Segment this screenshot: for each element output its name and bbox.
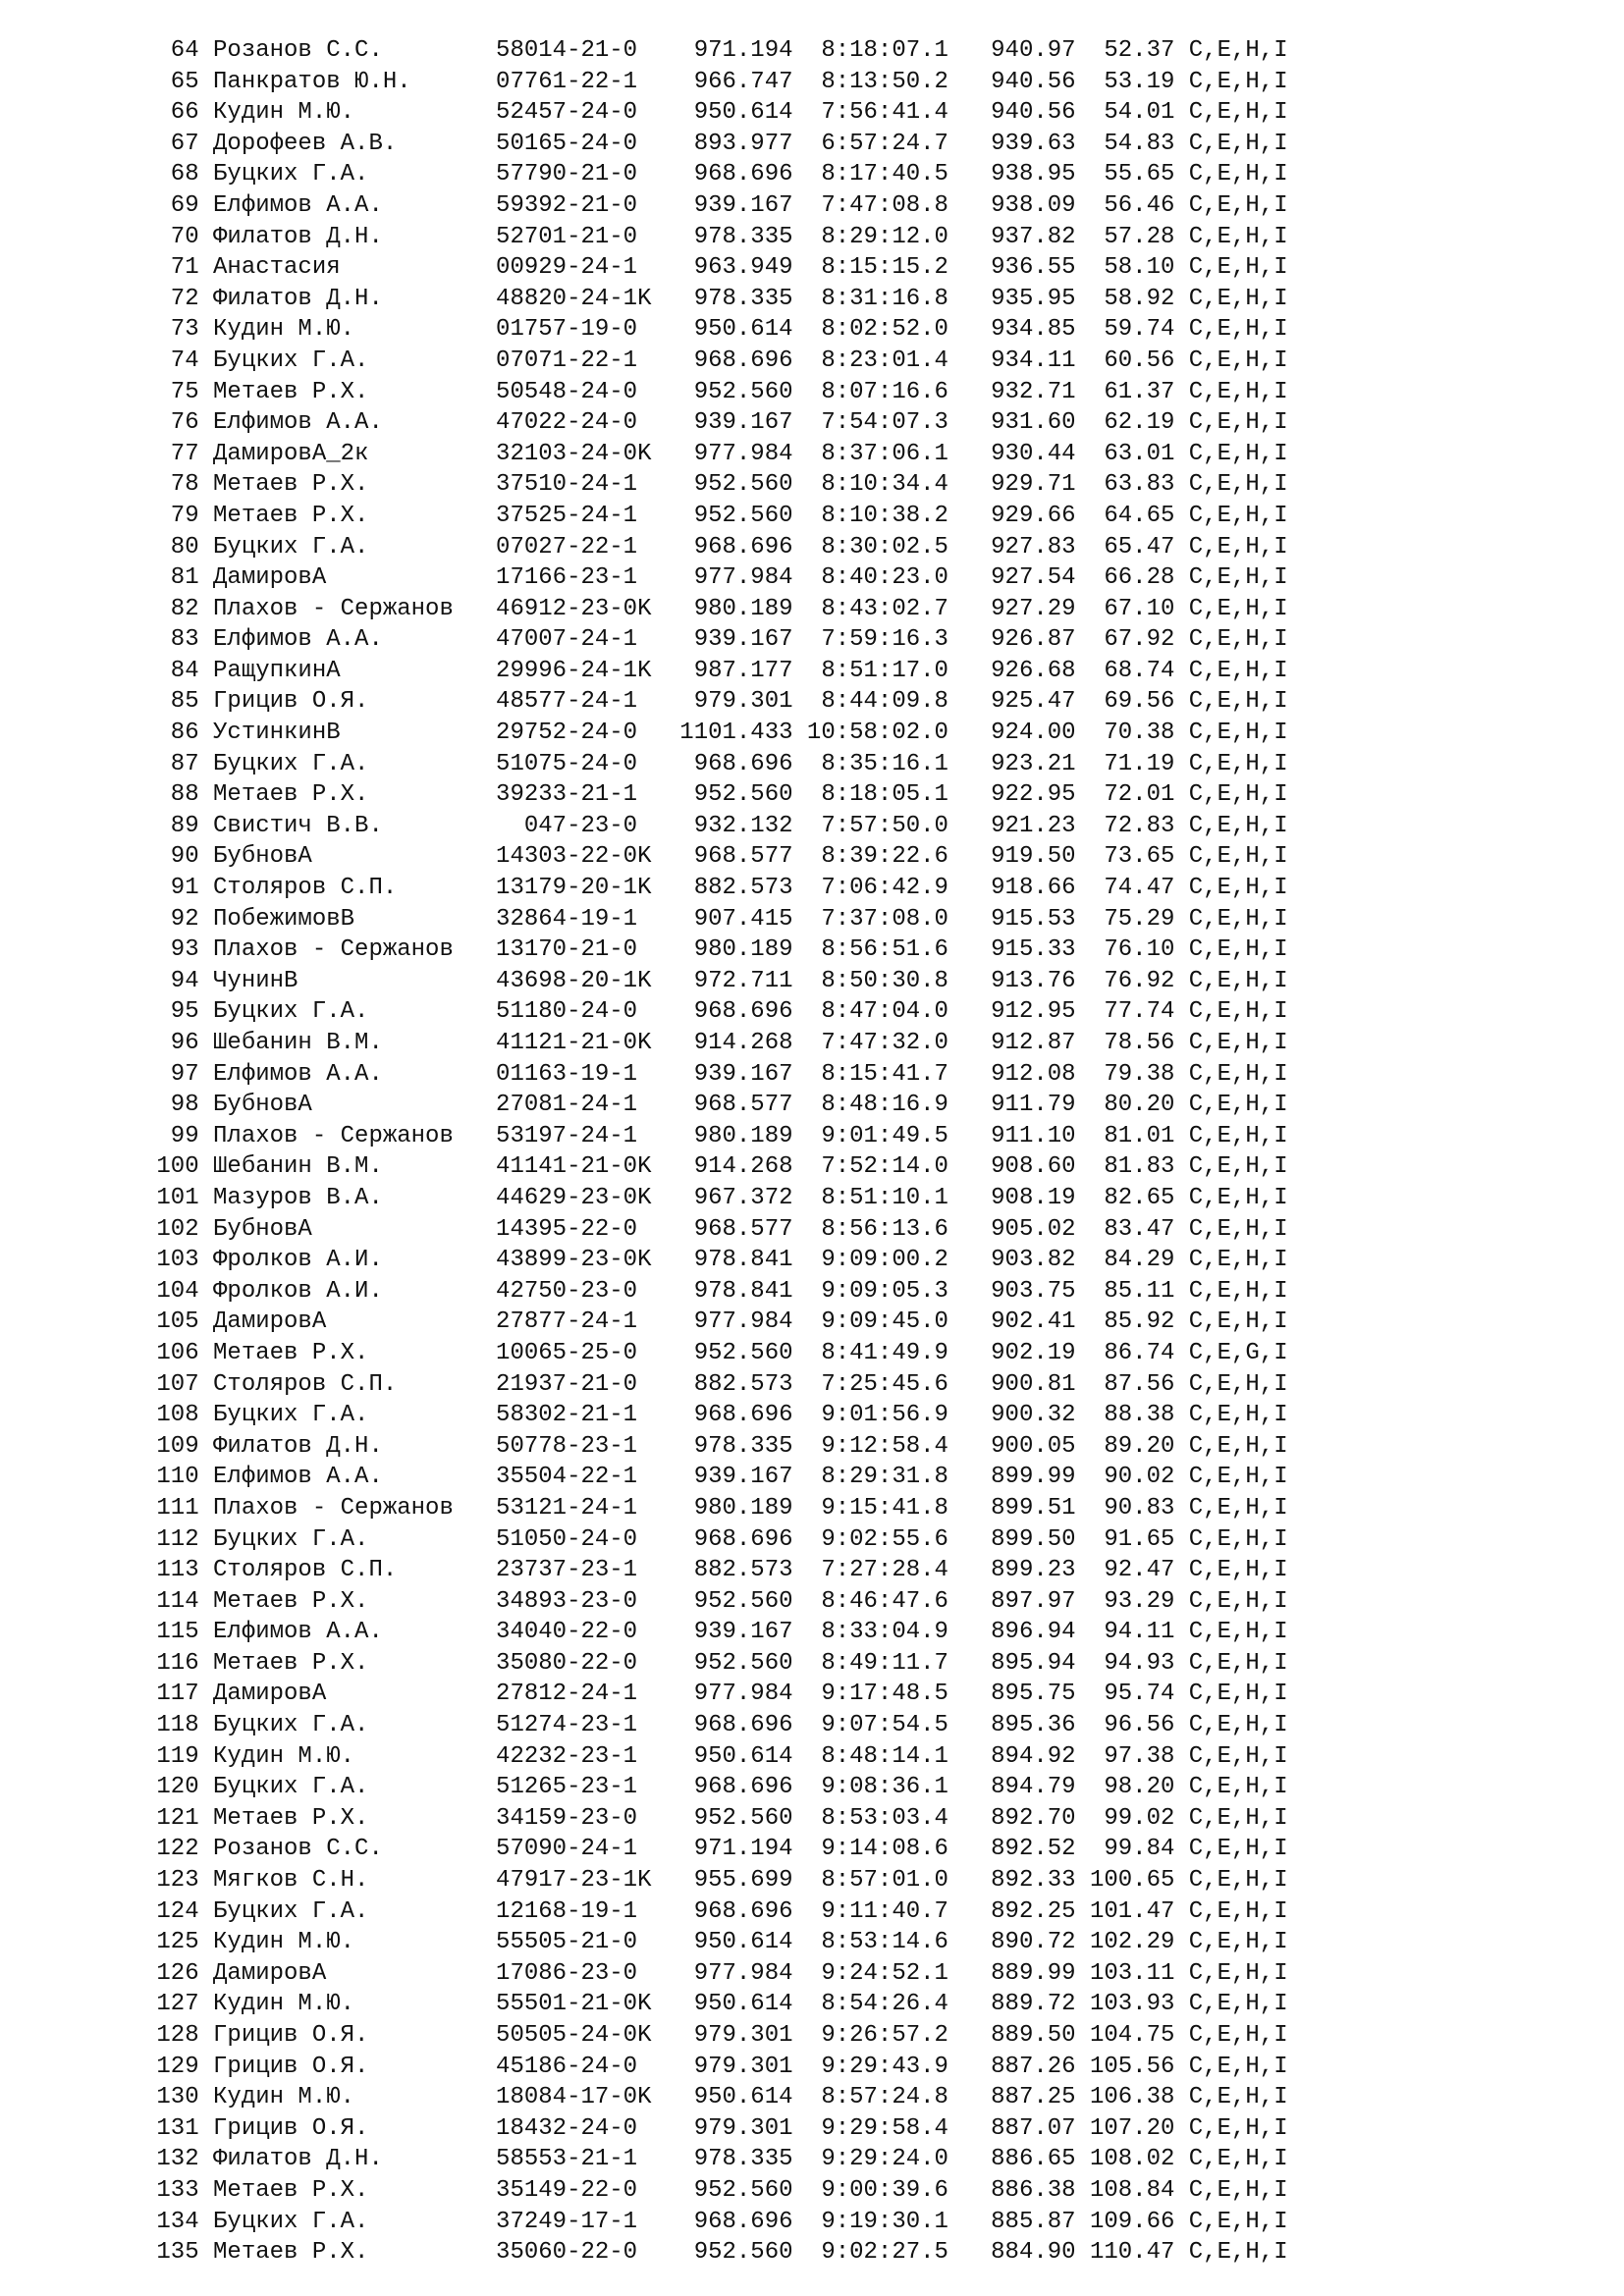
result-row: 116 Метаев Р.Х. 35080-22-0 952.560 8:49:11.7 895.94 94.93 C,E,H,I [142, 1649, 1288, 1677]
result-row: 80 Буцких Г.А. 07027-22-1 968.696 8:30:02.5 927.83 65.47 C,E,H,I [142, 533, 1288, 561]
result-row: 69 Елфимов А.А. 59392-21-0 939.167 7:47:08.8 938.09 56.46 C,E,H,I [142, 191, 1288, 219]
result-row: 91 Столяров С.П. 13179-20-1K 882.573 7:06:42.9 918.66 74.47 C,E,H,I [142, 875, 1288, 902]
result-row: 84 РащупкинА 29996-24-1K 987.177 8:51:17.0 926.68 68.74 C,E,H,I [142, 657, 1288, 684]
result-row: 70 Филатов Д.Н. 52701-21-0 978.335 8:29:12.0 937.82 57.28 C,E,H,I [142, 223, 1288, 250]
result-row: 89 Свистич В.В. 047-23-0 932.132 7:57:50.0 921.23 72.83 C,E,H,I [142, 812, 1288, 839]
result-row: 71 Анастасия 00929-24-1 963.949 8:15:15.2 936.55 58.10 C,E,H,I [142, 254, 1288, 282]
result-row: 86 УстинкинВ 29752-24-0 1101.433 10:58:02.0 924.00 70.38 C,E,H,I [142, 720, 1288, 747]
result-row: 72 Филатов Д.Н. 48820-24-1K 978.335 8:31:16.8 935.95 58.92 C,E,H,I [142, 285, 1288, 312]
result-row: 83 Елфимов А.А. 47007-24-1 939.167 7:59:16.3 926.87 67.92 C,E,H,I [142, 626, 1288, 654]
result-row: 126 ДамировА 17086-23-0 977.984 9:24:52.1 889.99 103.11 C,E,H,I [142, 1959, 1288, 1987]
result-row: 106 Метаев Р.Х. 10065-25-0 952.560 8:41:49.9 902.19 86.74 C,E,G,I [142, 1339, 1288, 1366]
result-row: 66 Кудин М.Ю. 52457-24-0 950.614 7:56:41.4 940.56 54.01 C,E,H,I [142, 99, 1288, 127]
result-row: 134 Буцких Г.А. 37249-17-1 968.696 9:19:30.1 885.87 109.66 C,E,H,I [142, 2208, 1288, 2235]
result-row: 117 ДамировА 27812-24-1 977.984 9:17:48.5 895.75 95.74 C,E,H,I [142, 1681, 1288, 1708]
result-row: 87 Буцких Г.А. 51075-24-0 968.696 8:35:16.1 923.21 71.19 C,E,H,I [142, 750, 1288, 777]
result-row: 130 Кудин М.Ю. 18084-17-0K 950.614 8:57:24.8 887.25 106.38 C,E,H,I [142, 2084, 1288, 2111]
result-row: 96 Шебанин В.М. 41121-21-0K 914.268 7:47:32.0 912.87 78.56 C,E,H,I [142, 1030, 1288, 1056]
result-row: 101 Мазуров В.А. 44629-23-0K 967.372 8:51:10.1 908.19 82.65 C,E,H,I [142, 1184, 1288, 1211]
result-row: 114 Метаев Р.Х. 34893-23-0 952.560 8:46:47.6 897.97 93.29 C,E,H,I [142, 1587, 1288, 1615]
result-row: 129 Грицив О.Я. 45186-24-0 979.301 9:29:43.9 887.26 105.56 C,E,H,I [142, 2053, 1288, 2080]
result-row: 67 Дорофеев А.В. 50165-24-0 893.977 6:57:24.7 939.63 54.83 C,E,H,I [142, 130, 1288, 157]
result-row: 118 Буцких Г.А. 51274-23-1 968.696 9:07:54.5 895.36 96.56 C,E,H,I [142, 1712, 1288, 1739]
result-row: 128 Грицив О.Я. 50505-24-0K 979.301 9:26:57.2 889.50 104.75 C,E,H,I [142, 2022, 1288, 2049]
result-row: 65 Панкратов Ю.Н. 07761-22-1 966.747 8:13:50.2 940.56 53.19 C,E,H,I [142, 68, 1288, 95]
results-table [142, 35, 1288, 2269]
result-row: 115 Елфимов А.А. 34040-22-0 939.167 8:33:04.9 896.94 94.11 C,E,H,I [142, 1619, 1288, 1646]
result-row: 119 Кудин М.Ю. 42232-23-1 950.614 8:48:14.1 894.92 97.38 C,E,H,I [142, 1742, 1288, 1770]
result-row: 108 Буцких Г.А. 58302-21-1 968.696 9:01:56.9 900.32 88.38 C,E,H,I [142, 1402, 1288, 1429]
result-row: 92 ПобежимовВ 32864-19-1 907.415 7:37:08.0 915.53 75.29 C,E,H,I [142, 905, 1288, 933]
result-row: 121 Метаев Р.Х. 34159-23-0 952.560 8:53:03.4 892.70 99.02 C,E,H,I [142, 1804, 1288, 1832]
result-row: 78 Метаев Р.Х. 37510-24-1 952.560 8:10:34.4 929.71 63.83 C,E,H,I [142, 471, 1288, 499]
result-row: 132 Филатов Д.Н. 58553-21-1 978.335 9:29:24.0 886.65 108.02 C,E,H,I [142, 2146, 1288, 2173]
result-row: 133 Метаев Р.Х. 35149-22-0 952.560 9:00:39.6 886.38 108.84 C,E,H,I [142, 2176, 1288, 2204]
result-row: 90 БубновА 14303-22-0K 968.577 8:39:22.6 919.50 73.65 C,E,H,I [142, 843, 1288, 871]
result-row: 74 Буцких Г.А. 07071-22-1 968.696 8:23:01.4 934.11 60.56 C,E,H,I [142, 347, 1288, 374]
result-row: 97 Елфимов А.А. 01163-19-1 939.167 8:15:41.7 912.08 79.38 C,E,H,I [142, 1060, 1288, 1088]
result-row: 105 ДамировА 27877-24-1 977.984 9:09:45.0 902.41 85.92 C,E,H,I [142, 1308, 1288, 1336]
result-row: 79 Метаев Р.Х. 37525-24-1 952.560 8:10:38.2 929.66 64.65 C,E,H,I [142, 502, 1288, 529]
result-row: 113 Столяров С.П. 23737-23-1 882.573 7:27:28.4 899.23 92.47 C,E,H,I [142, 1557, 1288, 1584]
result-row: 77 ДамировА_2к 32103-24-0K 977.984 8:37:06.1 930.44 63.01 C,E,H,I [142, 440, 1288, 467]
result-row: 85 Грицив О.Я. 48577-24-1 979.301 8:44:09.8 925.47 69.56 C,E,H,I [142, 688, 1288, 716]
result-row: 111 Плахов - Сержанов 53121-24-1 980.189 9:15:41.8 899.51 90.83 C,E,H,I [142, 1494, 1288, 1522]
result-row: 107 Столяров С.П. 21937-21-0 882.573 7:25:45.6 900.81 87.56 C,E,H,I [142, 1370, 1288, 1398]
result-row: 82 Плахов - Сержанов 46912-23-0K 980.189 8:43:02.7 927.29 67.10 C,E,H,I [142, 595, 1288, 622]
result-row: 68 Буцких Г.А. 57790-21-0 968.696 8:17:40.5 938.95 55.65 C,E,H,I [142, 161, 1288, 188]
result-row: 131 Грицив О.Я. 18432-24-0 979.301 9:29:58.4 887.07 107.20 C,E,H,I [142, 2114, 1288, 2142]
result-row: 125 Кудин М.Ю. 55505-21-0 950.614 8:53:14.6 890.72 102.29 C,E,H,I [142, 1929, 1288, 1956]
result-row: 135 Метаев Р.Х. 35060-22-0 952.560 9:02:27.5 884.90 110.47 C,E,H,I [142, 2239, 1288, 2267]
result-row: 112 Буцких Г.А. 51050-24-0 968.696 9:02:55.6 899.50 91.65 C,E,H,I [142, 1525, 1288, 1553]
result-row: 64 Розанов С.С. 58014-21-0 971.194 8:18:07.1 940.97 52.37 C,E,H,I [142, 37, 1288, 64]
result-row: 99 Плахов - Сержанов 53197-24-1 980.189 9:01:49.5 911.10 81.01 C,E,H,I [142, 1122, 1288, 1149]
result-row: 75 Метаев Р.Х. 50548-24-0 952.560 8:07:16.6 932.71 61.37 C,E,H,I [142, 378, 1288, 405]
result-row: 73 Кудин М.Ю. 01757-19-0 950.614 8:02:52.0 934.85 59.74 C,E,H,I [142, 316, 1288, 344]
result-row: 124 Буцких Г.А. 12168-19-1 968.696 9:11:40.7 892.25 101.47 C,E,H,I [142, 1897, 1288, 1925]
result-row: 103 Фролков А.И. 43899-23-0K 978.841 9:09:00.2 903.82 84.29 C,E,H,I [142, 1247, 1288, 1274]
result-row: 120 Буцких Г.А. 51265-23-1 968.696 9:08:36.1 894.79 98.20 C,E,H,I [142, 1774, 1288, 1801]
result-row: 81 ДамировА 17166-23-1 977.984 8:40:23.0 927.54 66.28 C,E,H,I [142, 564, 1288, 592]
result-row: 95 Буцких Г.А. 51180-24-0 968.696 8:47:04.0 912.95 77.74 C,E,H,I [142, 998, 1288, 1026]
result-row: 110 Елфимов А.А. 35504-22-1 939.167 8:29:31.8 899.99 90.02 C,E,H,I [142, 1464, 1288, 1491]
result-row: 98 БубновА 27081-24-1 968.577 8:48:16.9 911.79 80.20 C,E,H,I [142, 1092, 1288, 1119]
result-row: 122 Розанов С.С. 57090-24-1 971.194 9:14:08.6 892.52 99.84 C,E,H,I [142, 1836, 1288, 1863]
result-row: 93 Плахов - Сержанов 13170-21-0 980.189 8:56:51.6 915.33 76.10 C,E,H,I [142, 936, 1288, 964]
result-row: 123 Мягков С.Н. 47917-23-1K 955.699 8:57:01.0 892.33 100.65 C,E,H,I [142, 1867, 1288, 1895]
result-row: 127 Кудин М.Ю. 55501-21-0K 950.614 8:54:26.4 889.72 103.93 C,E,H,I [142, 1991, 1288, 2018]
result-row: 109 Филатов Д.Н. 50778-23-1 978.335 9:12:58.4 900.05 89.20 C,E,H,I [142, 1432, 1288, 1460]
result-row: 104 Фролков А.И. 42750-23-0 978.841 9:09:05.3 903.75 85.11 C,E,H,I [142, 1277, 1288, 1305]
result-row: 102 БубновА 14395-22-0 968.577 8:56:13.6 905.02 83.47 C,E,H,I [142, 1215, 1288, 1243]
result-row: 100 Шебанин В.М. 41141-21-0K 914.268 7:52:14.0 908.60 81.83 C,E,H,I [142, 1153, 1288, 1181]
result-row: 94 ЧунинВ 43698-20-1K 972.711 8:50:30.8 913.76 76.92 C,E,H,I [142, 967, 1288, 994]
result-row: 88 Метаев Р.Х. 39233-21-1 952.560 8:18:05.1 922.95 72.01 C,E,H,I [142, 781, 1288, 809]
result-row: 76 Елфимов А.А. 47022-24-0 939.167 7:54:07.3 931.60 62.19 C,E,H,I [142, 409, 1288, 437]
